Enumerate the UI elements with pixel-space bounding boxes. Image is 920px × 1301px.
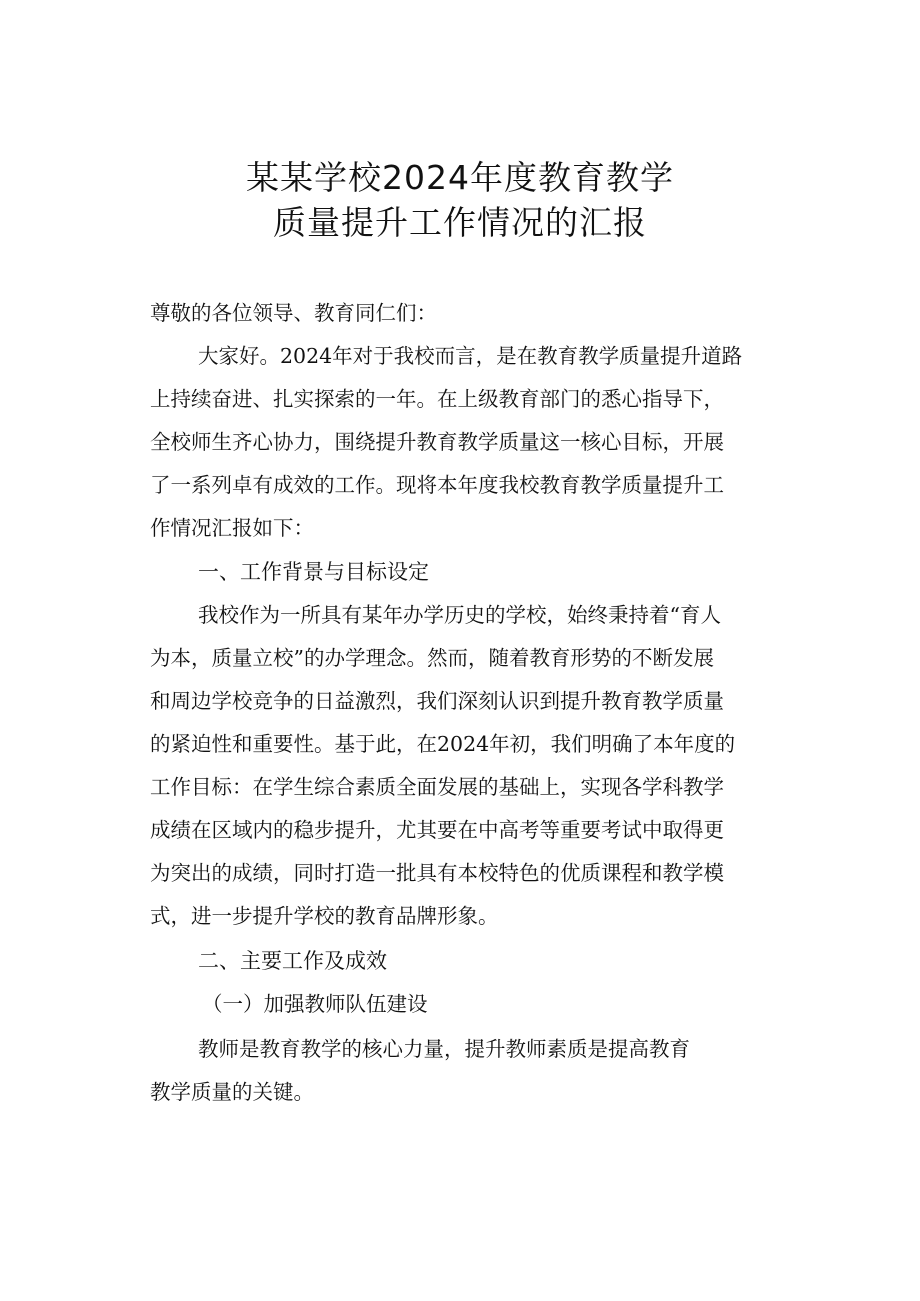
section1-paragraph-line: 我校作为一所具有某年办学历史的学校，始终秉持着“育人 [198, 603, 721, 627]
document-title-line-2: 质量提升工作情况的汇报 [273, 203, 647, 242]
section-heading-main-work: 二、主要工作及成效 [198, 949, 387, 973]
salutation: 尊敬的各位领导、教育同仁们： [150, 301, 437, 325]
intro-paragraph-line: 大家好。2024年对于我校而言，是在教育教学质量提升道路 [198, 344, 743, 368]
document-title-line-1: 某某学校2024年度教育教学 [246, 158, 674, 197]
intro-paragraph-line: 全校师生齐心协力，围绕提升教育教学质量这一核心目标，开展 [150, 430, 724, 454]
section1-paragraph-line: 式，进一步提升学校的教育品牌形象。 [150, 904, 499, 928]
subsection1-paragraph-line: 教师是教育教学的核心力量，提升教师素质是提高教育 [198, 1037, 690, 1061]
intro-paragraph-line: 上持续奋进、扎实探索的一年。在上级教育部门的悉心指导下， [150, 387, 724, 411]
section1-paragraph-line: 成绩在区域内的稳步提升，尤其要在中高考等重要考试中取得更 [150, 818, 724, 842]
intro-paragraph-line: 了一系列卓有成效的工作。现将本年度我校教育教学质量提升工 [150, 473, 724, 497]
section1-paragraph-line: 工作目标：在学生综合素质全面发展的基础上，实现各学科教学 [150, 775, 724, 799]
section1-paragraph-line: 的紧迫性和重要性。基于此，在2024年初，我们明确了本年度的 [150, 732, 736, 756]
subsection-heading-teacher-team: （一）加强教师队伍建设 [202, 992, 428, 1016]
section1-paragraph-line: 为本，质量立校”的办学理念。然而，随着教育形势的不断发展 [150, 646, 714, 670]
subsection1-paragraph-line: 教学质量的关键。 [150, 1080, 314, 1104]
intro-paragraph-line: 作情况汇报如下： [150, 516, 314, 540]
section1-paragraph-line: 为突出的成绩，同时打造一批具有本校特色的优质课程和教学模 [150, 861, 724, 885]
section-heading-background-goals: 一、工作背景与目标设定 [198, 560, 429, 584]
section1-paragraph-line: 和周边学校竞争的日益激烈，我们深刻认识到提升教育教学质量 [150, 689, 724, 713]
